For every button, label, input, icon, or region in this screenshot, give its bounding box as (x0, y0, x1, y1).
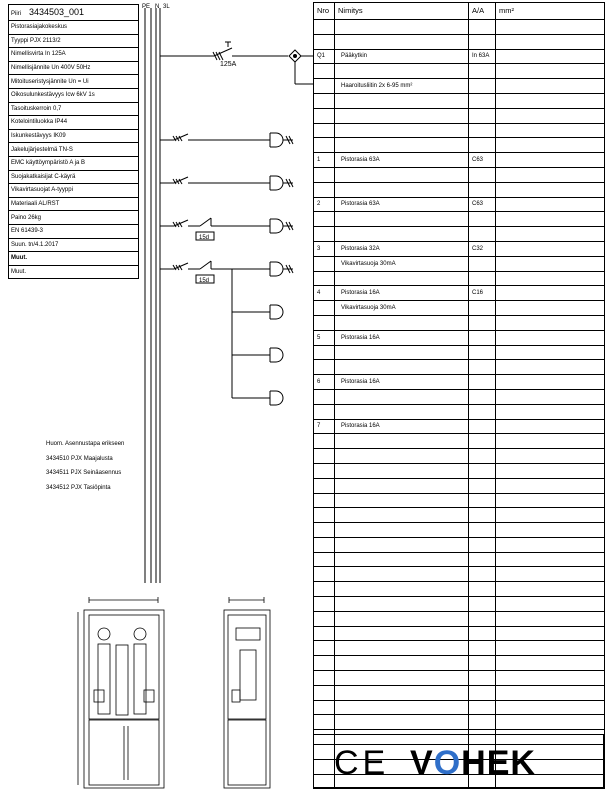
busbar-label-pe: PE (142, 4, 151, 10)
circuit-cell-aa (469, 271, 496, 286)
circuit-cell-aa (469, 700, 496, 715)
circuit-cell-nro (314, 537, 335, 552)
branch-4 (160, 261, 293, 405)
circuit-cell-nro (314, 79, 335, 94)
circuit-cell-nimitys (335, 93, 469, 108)
circuit-row (314, 523, 605, 538)
circuit-cell-mm2 (496, 404, 605, 419)
spec-cell: Iskunkestävyys IK09 (9, 129, 139, 143)
circuit-cell-aa (469, 419, 496, 434)
circuit-cell-nimitys: Pääkytkin (335, 49, 469, 64)
circuit-cell-mm2 (496, 64, 605, 79)
circuit-cell-nimitys (335, 108, 469, 123)
circuit-cell-aa (469, 20, 496, 35)
circuit-cell-mm2 (496, 123, 605, 138)
circuit-cell-mm2 (496, 537, 605, 552)
circuit-cell-aa: C63 (469, 197, 496, 212)
circuit-cell-aa (469, 138, 496, 153)
circuit-cell-nro (314, 182, 335, 197)
circuit-cell-nimitys (335, 478, 469, 493)
circuit-cell-aa (469, 227, 496, 242)
ce-mark: CE (334, 744, 390, 782)
circuit-cell-nro: 7 (314, 419, 335, 434)
circuit-cell-aa (469, 671, 496, 686)
circuit-cell-nro (314, 508, 335, 523)
circuit-cell-aa (469, 182, 496, 197)
circuit-cell-aa (469, 715, 496, 730)
circuit-cell-nimitys (335, 552, 469, 567)
circuit-cell-aa (469, 256, 496, 271)
circuit-cell-mm2 (496, 138, 605, 153)
circuit-cell-nro (314, 478, 335, 493)
circuit-row (314, 79, 605, 94)
circuit-cell-nimitys (335, 626, 469, 641)
circuit-row (314, 93, 605, 108)
circuit-cell-nimitys: Haaroitusliitin 2x 6-95 mm² (335, 79, 469, 94)
circuit-table (313, 2, 605, 789)
circuit-cell-nro: 3 (314, 241, 335, 256)
circuit-cell-mm2 (496, 182, 605, 197)
circuit-cell-nimitys (335, 597, 469, 612)
circuit-row (314, 552, 605, 567)
circuit-cell-mm2 (496, 611, 605, 626)
spec-cell: Muut. (9, 265, 139, 279)
circuit-cell-mm2 (496, 626, 605, 641)
circuit-row (314, 123, 605, 138)
rcd-label-1: 15d (199, 235, 210, 241)
circuit-cell-mm2 (496, 315, 605, 330)
circuit-cell-nimitys (335, 671, 469, 686)
circuit-row (314, 153, 605, 168)
circuit-row (314, 330, 605, 345)
circuit-row (314, 241, 605, 256)
circuit-row (314, 34, 605, 49)
circuit-cell-aa (469, 212, 496, 227)
circuit-row (314, 685, 605, 700)
spec-cell: Tyyppi PJX 2113/2 (9, 34, 139, 48)
header-nro: Nro (314, 3, 335, 20)
circuit-cell-nimitys (335, 64, 469, 79)
brand-logo: VOHEK (410, 744, 536, 782)
circuit-cell-aa (469, 108, 496, 123)
spec-cell: Suun. tn/4.1.2017 (9, 238, 139, 252)
circuit-cell-nimitys (335, 656, 469, 671)
circuit-cell-nimitys (335, 389, 469, 404)
circuit-cell-aa (469, 656, 496, 671)
circuit-row (314, 449, 605, 464)
circuit-cell-nro: 1 (314, 153, 335, 168)
circuit-row (314, 167, 605, 182)
circuit-cell-aa (469, 567, 496, 582)
circuit-row (314, 49, 605, 64)
circuit-cell-nimitys: Pistorasia 16A (335, 375, 469, 390)
circuit-cell-mm2 (496, 153, 605, 168)
circuit-cell-nro (314, 567, 335, 582)
circuit-row (314, 582, 605, 597)
circuit-cell-nimitys (335, 449, 469, 464)
circuit-cell-aa: C32 (469, 241, 496, 256)
branch-3 (160, 218, 293, 240)
circuit-row (314, 360, 605, 375)
circuit-cell-mm2 (496, 212, 605, 227)
circuit-row (314, 597, 605, 612)
circuit-cell-mm2 (496, 227, 605, 242)
circuit-row (314, 375, 605, 390)
circuit-cell-aa: C16 (469, 286, 496, 301)
busbars (145, 8, 160, 583)
circuit-cell-nimitys (335, 611, 469, 626)
circuit-cell-mm2 (496, 715, 605, 730)
circuit-cell-nimitys: Pistorasia 63A (335, 197, 469, 212)
circuit-cell-nimitys (335, 508, 469, 523)
circuit-cell-nimitys (335, 700, 469, 715)
circuit-cell-nimitys (335, 123, 469, 138)
spec-cell: Pistorasiajakokeskus (9, 21, 139, 35)
spec-cell: EMC käyttöympäristö A ja B (9, 156, 139, 170)
circuit-cell-nimitys: Pistorasia 32A (335, 241, 469, 256)
circuit-cell-nro (314, 523, 335, 538)
circuit-cell-nimitys (335, 345, 469, 360)
spec-cell: Nimellisjännite Un 400V 50Hz (9, 61, 139, 75)
circuit-cell-nro (314, 671, 335, 686)
circuit-cell-nro (314, 493, 335, 508)
circuit-cell-mm2 (496, 508, 605, 523)
circuit-cell-nimitys (335, 434, 469, 449)
spec-cell: Materiaali AL/RST (9, 197, 139, 211)
circuit-cell-nro (314, 685, 335, 700)
circuit-cell-nro (314, 315, 335, 330)
circuit-cell-mm2 (496, 523, 605, 538)
circuit-row (314, 671, 605, 686)
circuit-row (314, 108, 605, 123)
circuit-cell-mm2 (496, 360, 605, 375)
circuit-cell-nimitys (335, 463, 469, 478)
busbar-label-n: N (155, 4, 160, 10)
circuit-cell-nro (314, 138, 335, 153)
note-line: 3434511 PJX Seinäasennus (46, 470, 122, 476)
circuit-cell-nro (314, 597, 335, 612)
circuit-cell-mm2 (496, 197, 605, 212)
circuit-cell-nimitys (335, 537, 469, 552)
circuit-cell-aa (469, 537, 496, 552)
circuit-row (314, 478, 605, 493)
circuit-row (314, 197, 605, 212)
circuit-cell-nro (314, 641, 335, 656)
circuit-cell-mm2 (496, 685, 605, 700)
circuit-row (314, 463, 605, 478)
circuit-cell-mm2 (496, 301, 605, 316)
circuit-cell-aa (469, 123, 496, 138)
circuit-cell-aa (469, 360, 496, 375)
circuit-cell-mm2 (496, 656, 605, 671)
circuit-row (314, 611, 605, 626)
branch-2 (160, 176, 293, 190)
spec-cell: Tasoituskerroin 0,7 (9, 102, 139, 116)
circuit-cell-mm2 (496, 167, 605, 182)
circuit-cell-nro (314, 227, 335, 242)
circuit-cell-nro (314, 212, 335, 227)
circuit-cell-mm2 (496, 700, 605, 715)
circuit-cell-mm2 (496, 79, 605, 94)
circuit-cell-mm2 (496, 671, 605, 686)
circuit-cell-mm2 (496, 375, 605, 390)
spec-cell: Nimellisvirta In 125A (9, 48, 139, 62)
circuit-cell-aa (469, 301, 496, 316)
circuit-cell-nimitys (335, 685, 469, 700)
circuit-cell-nimitys (335, 567, 469, 582)
circuit-cell-aa: In 63A (469, 49, 496, 64)
circuit-cell-nro (314, 434, 335, 449)
circuit-cell-nimitys (335, 523, 469, 538)
circuit-cell-mm2 (496, 241, 605, 256)
circuit-row (314, 227, 605, 242)
circuit-cell-mm2 (496, 552, 605, 567)
circuit-cell-aa (469, 330, 496, 345)
spec-cell: Paino 26kg (9, 211, 139, 225)
circuit-cell-nimitys (335, 227, 469, 242)
circuit-row (314, 286, 605, 301)
circuit-cell-mm2 (496, 345, 605, 360)
circuit-cell-nimitys (335, 315, 469, 330)
circuit-cell-nimitys: Pistorasia 16A (335, 330, 469, 345)
front-view-drawing (78, 597, 164, 788)
circuit-cell-nro: Q1 (314, 49, 335, 64)
spec-cell: Oikosulunkestävyys Icw 6kV 1s (9, 88, 139, 102)
circuit-cell-mm2 (496, 20, 605, 35)
circuit-cell-aa (469, 434, 496, 449)
circuit-row (314, 138, 605, 153)
circuit-cell-aa (469, 375, 496, 390)
spec-cell: Vikavirtasuojat A-tyyppi (9, 184, 139, 198)
circuit-cell-aa (469, 685, 496, 700)
circuit-cell-nro (314, 256, 335, 271)
circuit-cell-aa (469, 34, 496, 49)
circuit-row (314, 419, 605, 434)
circuit-cell-nimitys (335, 360, 469, 375)
circuit-row (314, 389, 605, 404)
circuit-cell-mm2 (496, 493, 605, 508)
header-nimitys: Nimitys (335, 3, 469, 20)
circuit-cell-aa (469, 478, 496, 493)
circuit-cell-aa: C63 (469, 153, 496, 168)
circuit-cell-nimitys (335, 641, 469, 656)
circuit-cell-nro: 4 (314, 286, 335, 301)
circuit-row (314, 508, 605, 523)
circuit-cell-nro (314, 404, 335, 419)
circuit-cell-mm2 (496, 597, 605, 612)
circuit-cell-nro (314, 271, 335, 286)
circuit-row (314, 700, 605, 715)
note-line: 3434512 PJX Tasiöpinta (46, 484, 111, 491)
branch-1 (160, 133, 293, 147)
circuit-cell-nro (314, 582, 335, 597)
circuit-cell-mm2 (496, 641, 605, 656)
piiri-value: 3434503_001 (29, 6, 85, 17)
circuit-cell-nro (314, 360, 335, 375)
circuit-cell-aa (469, 404, 496, 419)
circuit-cell-nro (314, 552, 335, 567)
circuit-cell-nro (314, 34, 335, 49)
circuit-cell-aa (469, 315, 496, 330)
rcd-label-2: 15d (199, 278, 210, 284)
circuit-cell-nimitys (335, 182, 469, 197)
circuit-cell-nimitys: Vikavirtasuoja 30mA (335, 256, 469, 271)
circuit-row (314, 537, 605, 552)
circuit-cell-aa (469, 64, 496, 79)
circuit-cell-aa (469, 582, 496, 597)
circuit-row (314, 434, 605, 449)
circuit-cell-nro (314, 301, 335, 316)
circuit-cell-nro (314, 463, 335, 478)
circuit-cell-aa (469, 552, 496, 567)
circuit-cell-mm2 (496, 419, 605, 434)
circuit-cell-nro (314, 123, 335, 138)
main-switch (160, 42, 313, 84)
circuit-cell-nimitys: Pistorasia 16A (335, 286, 469, 301)
spec-cell: Jakelujärjestelmä TN-S (9, 143, 139, 157)
circuit-cell-aa (469, 641, 496, 656)
circuit-cell-nro (314, 93, 335, 108)
spec-cell: Kotelointiluokka IP44 (9, 116, 139, 130)
circuit-row (314, 315, 605, 330)
header-aa: A/A (469, 3, 496, 20)
circuit-cell-aa (469, 508, 496, 523)
circuit-cell-nro (314, 715, 335, 730)
circuit-cell-nro (314, 20, 335, 35)
circuit-cell-nro (314, 389, 335, 404)
circuit-cell-nimitys (335, 212, 469, 227)
circuit-cell-aa (469, 389, 496, 404)
circuit-cell-mm2 (496, 34, 605, 49)
circuit-cell-nro (314, 345, 335, 360)
circuit-cell-nimitys (335, 582, 469, 597)
circuit-row (314, 64, 605, 79)
circuit-cell-aa (469, 79, 496, 94)
circuit-cell-aa (469, 626, 496, 641)
spec-cell: Mitoituseristysjännite Un = Ui (9, 75, 139, 89)
header-mm2: mm² (496, 3, 605, 20)
note-line: 3434510 PJX Maajalusta (46, 455, 113, 462)
circuit-row (314, 212, 605, 227)
circuit-cell-mm2 (496, 49, 605, 64)
circuit-cell-nro: 2 (314, 197, 335, 212)
circuit-cell-mm2 (496, 93, 605, 108)
circuit-cell-nimitys (335, 34, 469, 49)
circuit-cell-aa (469, 167, 496, 182)
circuit-cell-nimitys (335, 167, 469, 182)
note-line: Huom. Asennustapa erikseen (46, 441, 125, 447)
circuit-cell-mm2 (496, 582, 605, 597)
circuit-row (314, 567, 605, 582)
side-view-drawing (224, 597, 270, 788)
circuit-cell-nro (314, 700, 335, 715)
busbar-label-l: 3L (163, 4, 170, 10)
circuit-cell-aa (469, 493, 496, 508)
circuit-cell-nro (314, 167, 335, 182)
circuit-cell-mm2 (496, 434, 605, 449)
circuit-cell-nro: 5 (314, 330, 335, 345)
circuit-cell-aa (469, 523, 496, 538)
circuit-cell-aa (469, 449, 496, 464)
circuit-cell-nimitys: Pistorasia 63A (335, 153, 469, 168)
circuit-cell-nimitys: Vikavirtasuoja 30mA (335, 301, 469, 316)
circuit-row (314, 493, 605, 508)
piiri-label: Piiri (11, 10, 21, 17)
circuit-cell-nro (314, 64, 335, 79)
circuit-row (314, 20, 605, 35)
logo-box (313, 734, 604, 788)
circuit-row (314, 182, 605, 197)
circuit-cell-nro: 6 (314, 375, 335, 390)
circuit-cell-aa (469, 597, 496, 612)
circuit-cell-mm2 (496, 286, 605, 301)
circuit-row (314, 641, 605, 656)
circuit-cell-nro (314, 656, 335, 671)
circuit-cell-nimitys (335, 138, 469, 153)
circuit-cell-mm2 (496, 567, 605, 582)
circuit-cell-mm2 (496, 389, 605, 404)
circuit-row (314, 626, 605, 641)
circuit-cell-mm2 (496, 108, 605, 123)
circuit-cell-nimitys: Pistorasia 16A (335, 419, 469, 434)
circuit-row (314, 656, 605, 671)
circuit-cell-aa (469, 93, 496, 108)
circuit-cell-nimitys (335, 271, 469, 286)
circuit-cell-aa (469, 345, 496, 360)
circuit-row (314, 271, 605, 286)
circuit-cell-nimitys (335, 20, 469, 35)
circuit-table-header (314, 3, 605, 20)
circuit-cell-nro (314, 449, 335, 464)
circuit-cell-nro (314, 108, 335, 123)
circuit-cell-aa (469, 611, 496, 626)
circuit-cell-mm2 (496, 478, 605, 493)
circuit-cell-nro (314, 626, 335, 641)
circuit-cell-nro (314, 611, 335, 626)
circuit-row (314, 301, 605, 316)
spec-cell: EN 61439-3 (9, 224, 139, 238)
spec-cell: Suojakatkaisijat C-käyrä (9, 170, 139, 184)
circuit-row (314, 404, 605, 419)
circuit-cell-nimitys (335, 404, 469, 419)
circuit-cell-aa (469, 463, 496, 478)
circuit-cell-nimitys (335, 493, 469, 508)
circuit-cell-mm2 (496, 330, 605, 345)
main-rating: 125A (220, 61, 237, 68)
circuit-cell-mm2 (496, 449, 605, 464)
circuit-row (314, 256, 605, 271)
circuit-cell-nimitys (335, 715, 469, 730)
circuit-cell-mm2 (496, 463, 605, 478)
circuit-row (314, 715, 605, 730)
circuit-cell-mm2 (496, 271, 605, 286)
circuit-cell-mm2 (496, 256, 605, 271)
spec-cell: Muut. (9, 252, 139, 266)
circuit-row (314, 345, 605, 360)
